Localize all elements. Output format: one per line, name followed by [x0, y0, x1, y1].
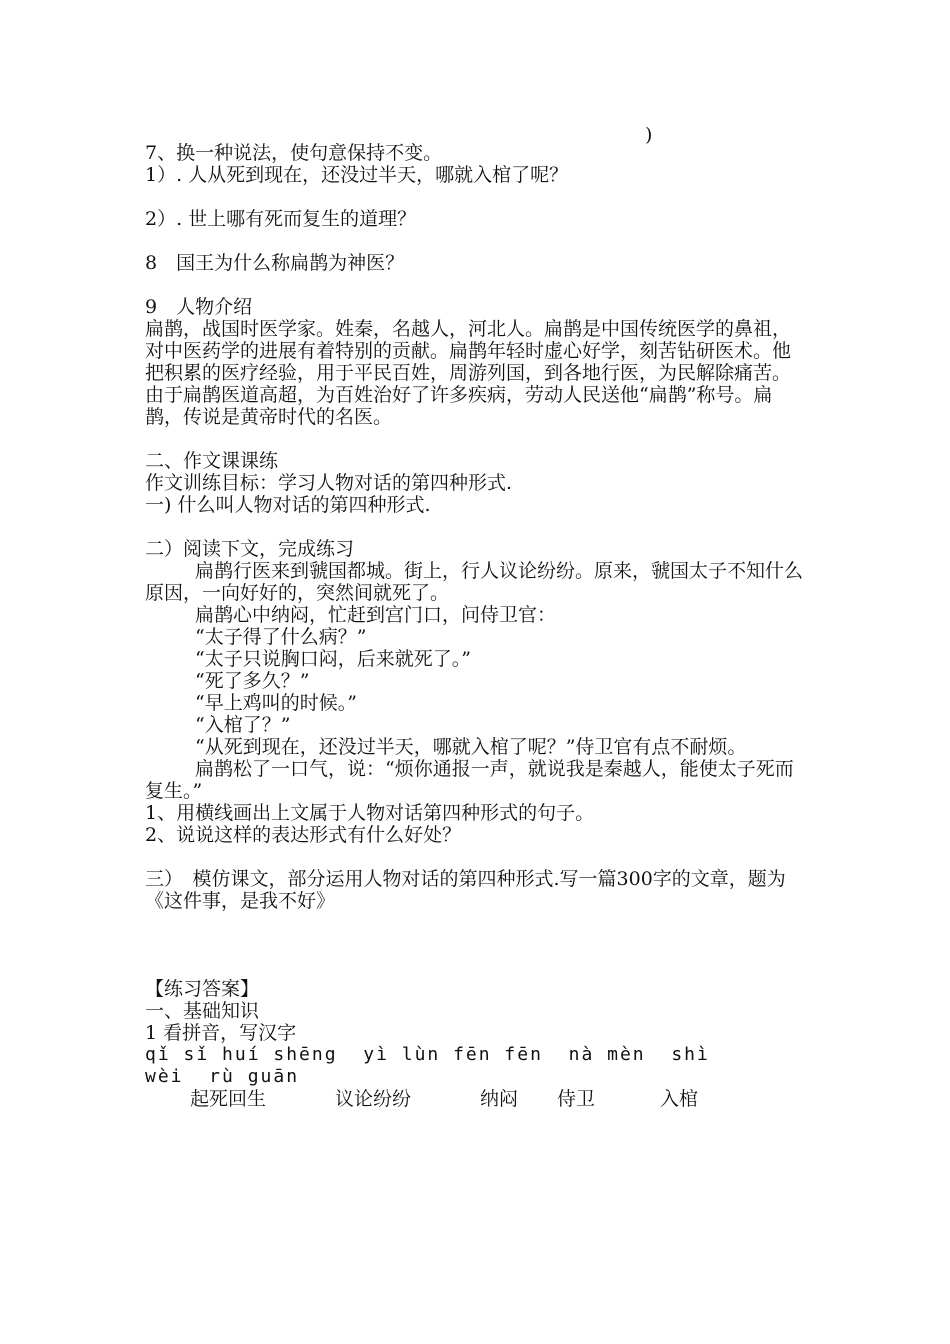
q9-title: 9 人物介绍 [145, 296, 253, 318]
passage-line: 扁鹊松了一口气，说：“烦你通报一声，就说我是秦越人，能使太子死而复生。” [145, 758, 794, 802]
section2-part3: 三） 模仿课文，部分运用人物对话的第四种形式.写一篇300字的文章，题为《这件事，是我不好》 [145, 868, 786, 912]
stray-parenthesis: ) [645, 124, 653, 146]
passage-line: “从死到现在，还没过半天，哪就入棺了呢？”侍卫官有点不耐烦。 [195, 736, 747, 758]
answers-q1: 1 看拼音，写汉字 [145, 1022, 297, 1044]
passage-line: “早上鸡叫的时候。” [195, 692, 357, 714]
section2-goal: 作文训练目标：学习人物对话的第四种形式. [145, 472, 513, 494]
q8: 8 国王为什么称扁鹊为神医？ [145, 252, 405, 274]
answers-sub: 一、基础知识 [145, 1000, 260, 1022]
passage-line: 扁鹊心中纳闷，忙赶到宫门口，问侍卫官： [195, 604, 557, 626]
passage-line: “入棺了？” [195, 714, 291, 736]
answer-word: 起死回生 [190, 1088, 267, 1110]
answer-word: 入棺 [660, 1088, 699, 1110]
section2-title: 二、作文课课练 [145, 450, 279, 472]
pinyin-line-2: wèi rù guān [145, 1066, 300, 1087]
exercise-2: 2、说说这样的表达形式有什么好处？ [145, 824, 462, 846]
answer-word: 议论纷纷 [335, 1088, 412, 1110]
answers-title: 【练习答案】 [145, 978, 260, 1000]
answer-words [145, 1088, 807, 1110]
q7-item2: 2）. 世上哪有死而复生的道理？ [145, 208, 417, 230]
pinyin-line-1: qǐ sǐ huí shēng yì lùn fēn fēn nà mèn shì [145, 1044, 710, 1065]
passage-line: 扁鹊行医来到虢国都城。街上，行人议论纷纷。原来，虢国太子不知什么原因，一向好好的，突然间就死了。 [145, 560, 804, 604]
passage-line: “太子只说胸口闷，后来就死了。” [195, 648, 471, 670]
q7-item1: 1）. 人从死到现在，还没过半天，哪就入棺了呢？ [145, 164, 569, 186]
q9-body: 扁鹊，战国时医学家。姓秦，名越人，河北人。扁鹊是中国传统医学的鼻祖，对中医药学的进展有着特别的贡献。扁鹊年轻时虚心好学，刻苦钻研医术。他把积累的医疗经验，用于平民百姓，周游列国，到各地行医，为民解除痛苦。由于扁鹊医道高超，为百姓治好了许多疾病，劳动人民送他“扁鹊”称号。扁鹊，传说是黄帝时代的名医。 [145, 318, 792, 428]
document-page [145, 120, 807, 1110]
passage-line: “死了多久？” [195, 670, 310, 692]
section2-part1: 一) 什么叫人物对话的第四种形式. [145, 494, 431, 516]
section2-part2-title: 二）阅读下文，完成练习 [145, 538, 355, 560]
answer-word: 侍卫 [557, 1088, 596, 1110]
q7-title: 7、换一种说法，使句意保持不变。 [145, 142, 443, 164]
answer-word: 纳闷 [480, 1088, 519, 1110]
exercise-1: 1、用横线画出上文属于人物对话第四种形式的句子。 [145, 802, 595, 824]
passage-line: “太子得了什么病？” [195, 626, 367, 648]
